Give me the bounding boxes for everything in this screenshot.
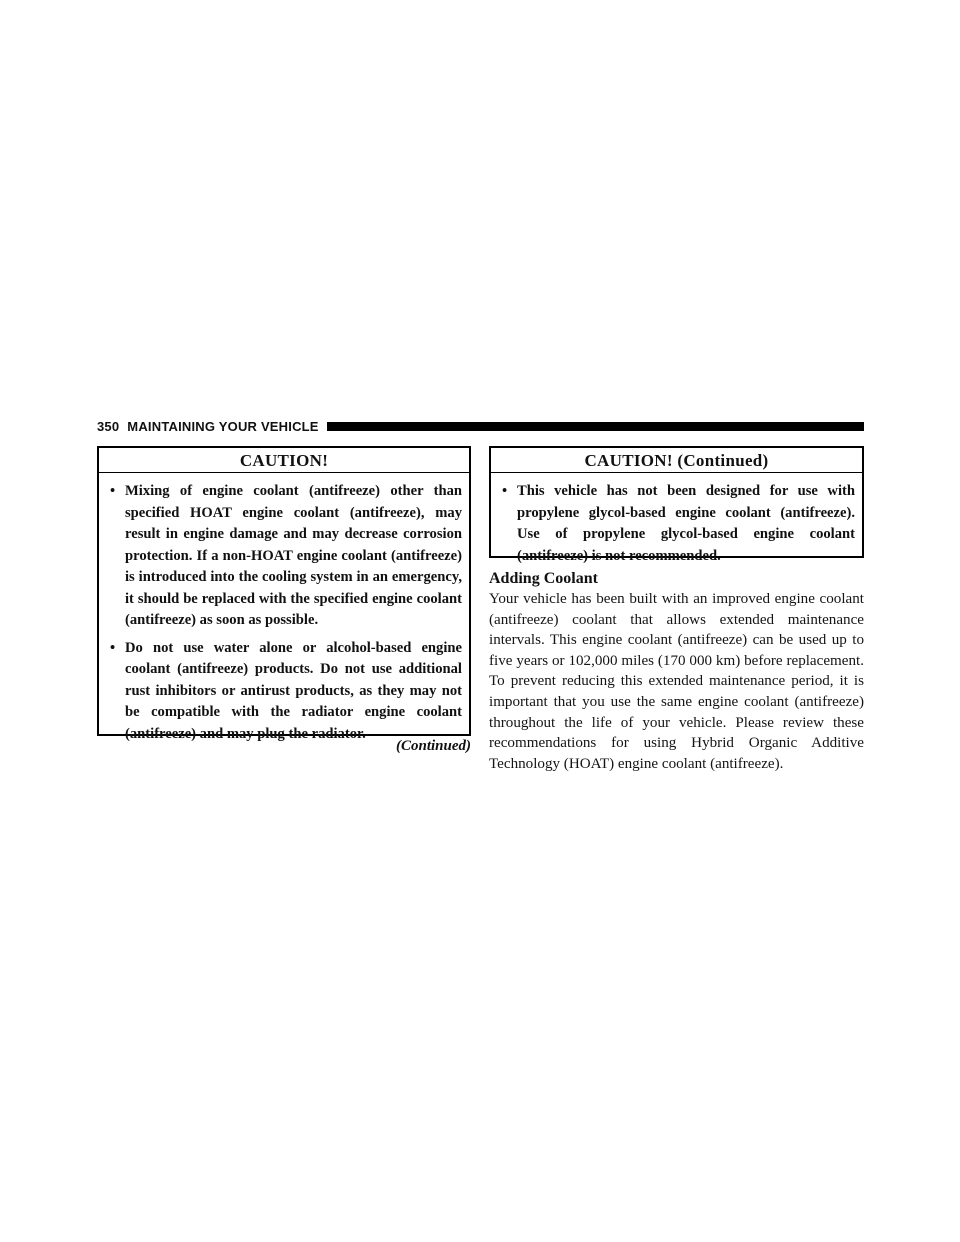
bullet-icon: • [110,639,116,656]
continued-note: (Continued) [395,738,471,754]
section-title: MAINTAINING YOUR VEHICLE [127,418,319,434]
caution-item [109,481,462,632]
caution-item-text: This vehicle has not been designed for use with propylene glycol-based engine coolant (antifreeze). Use of propylene glycol-based engine coolant (antifreeze) is not recommended. [517,483,855,564]
caution-item-text: Do not use water alone or alcohol-based engine coolant (antifreeze) products. Do not use additional rust inhibitors or antirust products, as they may not be compatible with the radiator engine coolant (antifreeze) and may plug the radiator. [125,639,462,742]
page-number: 350 [97,418,120,434]
bullet-icon: • [110,483,116,499]
section-heading: Adding Coolant [489,570,598,587]
caution-box [97,446,471,742]
bullet-icon: • [502,483,508,499]
body-paragraph: Your vehicle has been built with an improved engine coolant (antifreeze) coolant that allows extended maintenance intervals. This engine coolant (antifreeze) can be used up to five years or 102,000 miles (170 000 km) before replacement. To prevent reducing this extended maintenance period, it is important that you use the same engine coolant (antifreeze) throughout the life of your vehicle. Please review these recommendations for using Hybrid Organic Additive Technology (HOAT) engine coolant (antifreeze). [489,591,864,772]
caution-list [491,473,862,567]
caution-item [501,481,855,567]
caution-continued-box [489,446,864,564]
header-rule [327,422,864,431]
caution-title: CAUTION! [99,448,469,473]
caution-item-text: Mixing of engine coolant (antifreeze) other than specified HOAT engine coolant (antifreeze), may result in engine damage and may decrease corrosion protection. If a non-HOAT engine coolant (antifreeze) is introduced into the cooling system in an emergency, it should be replaced with the specified engine coolant (antifreeze) as soon as possible. [125,483,462,628]
page-header [97,416,864,436]
caution-continued-title: CAUTION! (Continued) [491,448,862,473]
caution-item [109,638,462,746]
caution-list [99,473,469,745]
